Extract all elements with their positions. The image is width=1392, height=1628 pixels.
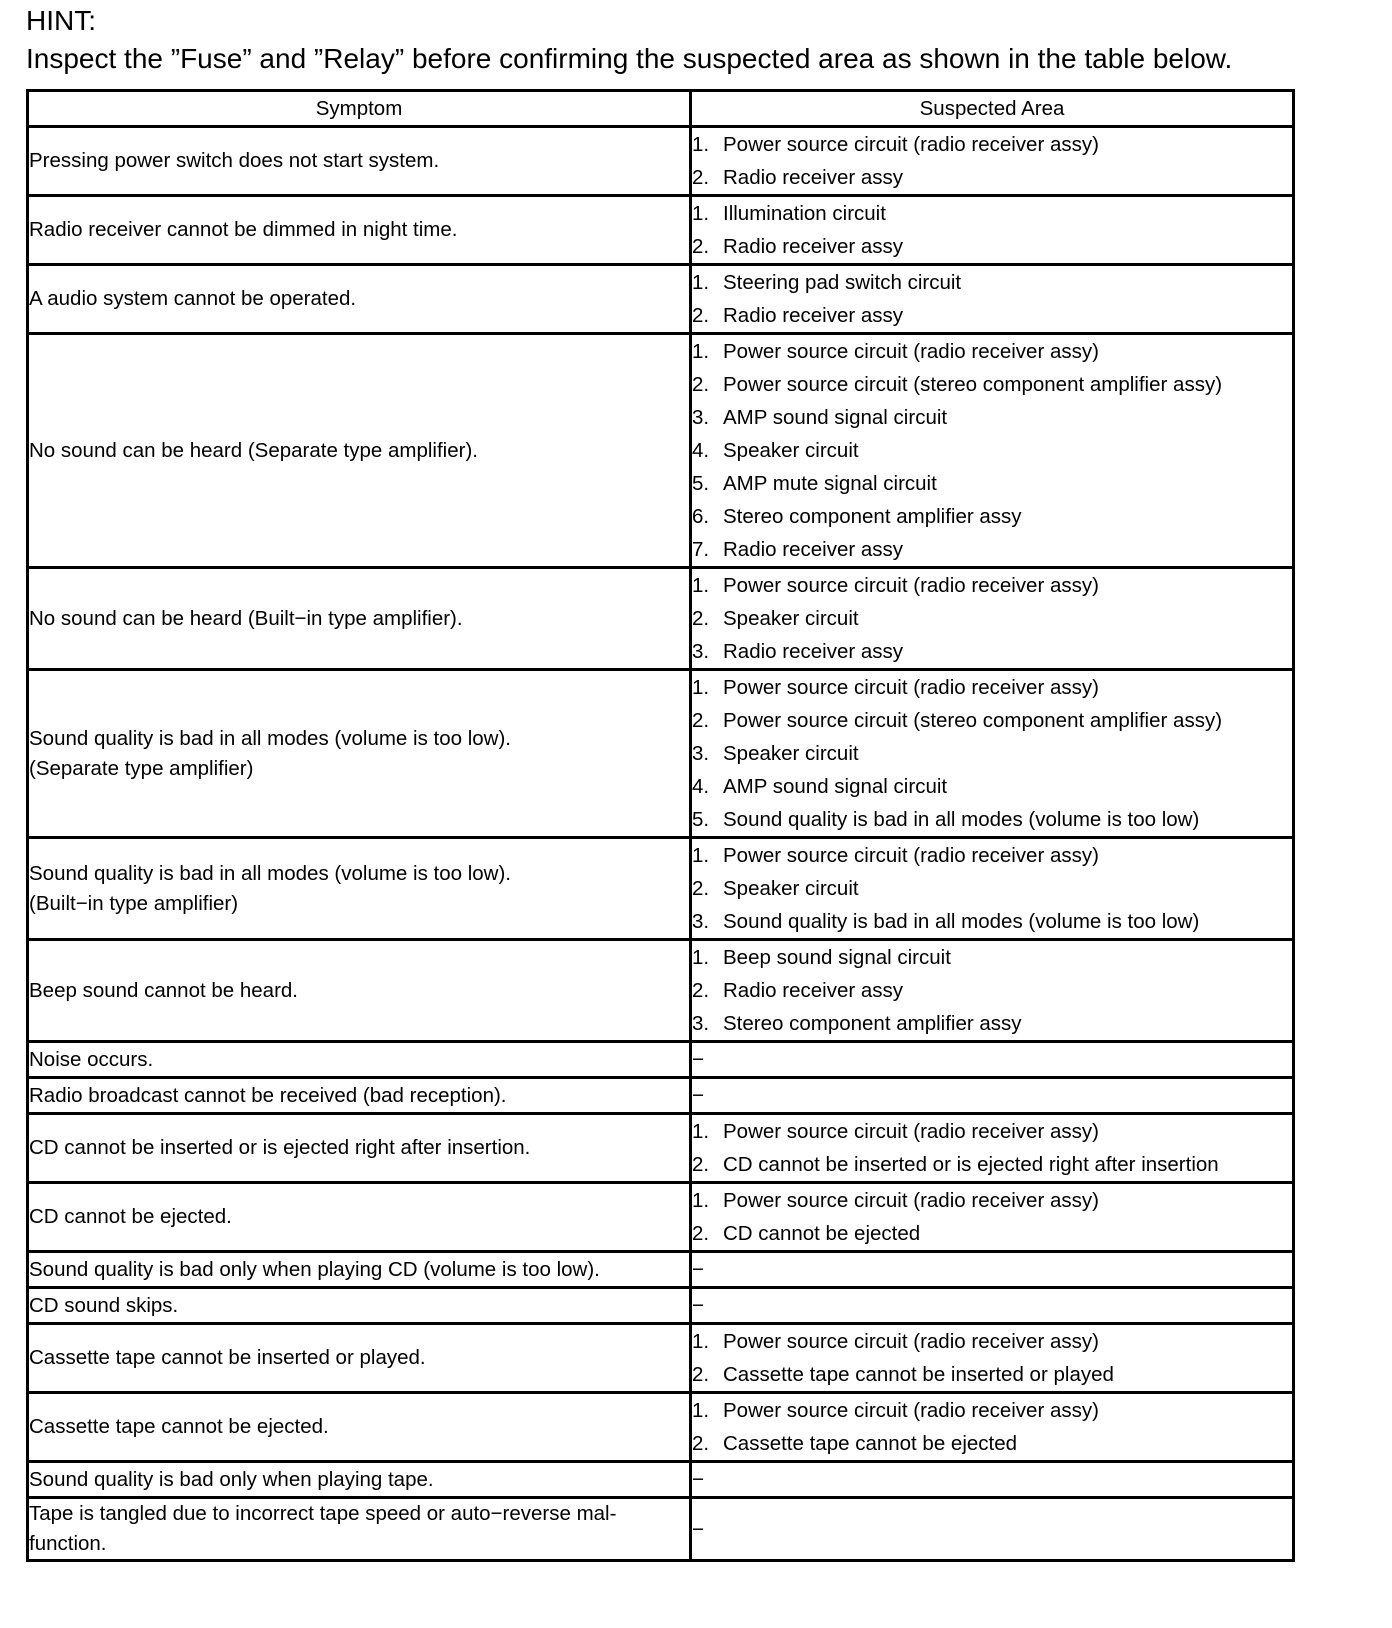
item-number: 4.: [692, 775, 710, 798]
item-number: 2.: [692, 1153, 710, 1176]
suspected-area-cell: [691, 127, 1294, 196]
symptom-cell: [28, 1324, 691, 1393]
item-number: 1.: [692, 946, 710, 969]
symptom-cell: [28, 127, 691, 196]
item-number: 3.: [692, 406, 710, 429]
symptom-cell: [28, 838, 691, 940]
symptom-text: No sound can be heard (Built−in type amplifier).: [29, 606, 463, 630]
table-body: [28, 127, 1294, 1561]
symptom-text: Noise occurs.: [29, 1047, 154, 1071]
table-row: [28, 334, 1294, 568]
symptom-text: (Separate type amplifier): [29, 756, 254, 780]
item-number: 5.: [692, 808, 710, 831]
symptom-cell: [28, 1252, 691, 1288]
suspected-area-item: [692, 434, 1292, 467]
suspected-area-item: [692, 737, 1292, 770]
item-text: Radio receiver assy: [723, 538, 904, 561]
symptom-cell: [28, 568, 691, 670]
item-number: 1.: [692, 133, 710, 156]
item-text: Radio receiver assy: [723, 166, 904, 189]
symptom-text: Sound quality is bad only when playing CD (volume is too low).: [29, 1257, 600, 1281]
item-text: Radio receiver assy: [723, 235, 904, 258]
symptom-text: function.: [29, 1532, 107, 1555]
suspected-area-cell: [691, 1324, 1294, 1393]
item-text: Power source circuit (radio receiver assy): [723, 844, 1099, 867]
item-text: AMP mute signal circuit: [723, 472, 937, 495]
item-number: 2.: [692, 709, 710, 732]
no-area-dash: −: [692, 1258, 704, 1281]
suspected-area-cell: [691, 265, 1294, 334]
item-number: 2.: [692, 304, 710, 327]
symptom-cell: [28, 1078, 691, 1114]
suspected-area-item: [692, 266, 1292, 299]
item-text: AMP sound signal circuit: [723, 775, 948, 798]
symptom-cell: [28, 1393, 691, 1462]
table-row: [28, 1498, 1294, 1561]
item-text: Speaker circuit: [723, 439, 859, 462]
symptom-cell: [28, 940, 691, 1042]
item-number: 3.: [692, 640, 710, 663]
header-symptom: Symptom: [28, 91, 691, 127]
symptom-cell: [28, 1288, 691, 1324]
symptom-text: Radio receiver cannot be dimmed in night time.: [29, 218, 458, 241]
item-number: 2.: [692, 373, 710, 396]
table-row: [28, 940, 1294, 1042]
suspected-area-item: [692, 872, 1292, 905]
item-number: 2.: [692, 1363, 710, 1386]
suspected-area-item: [692, 335, 1292, 368]
item-text: Cassette tape cannot be ejected: [723, 1432, 1018, 1455]
symptom-text: Sound quality is bad in all modes (volume is too low).: [29, 726, 511, 750]
item-text: Cassette tape cannot be inserted or played: [723, 1363, 1114, 1386]
symptom-cell: [28, 670, 691, 838]
item-text: CD cannot be ejected: [723, 1222, 921, 1245]
item-number: 1.: [692, 202, 710, 225]
symptom-text: Radio broadcast cannot be received (bad reception).: [29, 1083, 507, 1107]
suspected-area-item: [692, 941, 1292, 974]
table-row: [28, 127, 1294, 196]
suspected-area-cell: [691, 196, 1294, 265]
no-area-dash: −: [692, 1084, 704, 1107]
item-number: 1.: [692, 271, 710, 294]
item-number: 2.: [692, 979, 710, 1002]
item-text: Sound quality is bad in all modes (volume is too low): [723, 808, 1200, 831]
suspected-area-item: [692, 1358, 1292, 1391]
table-row: [28, 838, 1294, 940]
suspected-area-item: [692, 704, 1292, 737]
symptom-text: Sound quality is bad only when playing tape.: [29, 1467, 434, 1491]
suspected-area-cell: [691, 568, 1294, 670]
symptom-text: Sound quality is bad in all modes (volume is too low).: [29, 861, 511, 885]
item-number: 6.: [692, 505, 710, 528]
item-text: Stereo component amplifier assy: [723, 1012, 1022, 1035]
suspected-area-item: [692, 401, 1292, 434]
item-text: Power source circuit (stereo component amplifier assy): [723, 373, 1223, 396]
symptom-text: CD cannot be ejected.: [29, 1205, 232, 1228]
item-text: AMP sound signal circuit: [723, 406, 948, 429]
suspected-area-item: [692, 839, 1292, 872]
item-number: 3.: [692, 742, 710, 765]
suspected-area-item: [692, 197, 1292, 230]
table-row: [28, 1393, 1294, 1462]
suspected-area-item: [692, 500, 1292, 533]
item-number: 1.: [692, 1399, 710, 1422]
item-text: Power source circuit (radio receiver assy): [723, 1330, 1099, 1353]
item-text: Power source circuit (radio receiver assy): [723, 1120, 1099, 1143]
item-text: Power source circuit (radio receiver assy): [723, 1189, 1099, 1212]
suspected-area-cell: [691, 334, 1294, 568]
table-row: [28, 196, 1294, 265]
symptom-cell: [28, 196, 691, 265]
item-text: Power source circuit (radio receiver assy): [723, 133, 1099, 156]
symptom-text: Pressing power switch does not start system.: [29, 149, 440, 172]
no-area-dash: −: [692, 1294, 704, 1317]
table-row: [28, 1288, 1294, 1324]
symptom-cell: [28, 1498, 691, 1561]
table-row: [28, 1078, 1294, 1114]
item-text: Power source circuit (radio receiver assy): [723, 340, 1099, 363]
symptom-text: CD cannot be inserted or is ejected right after insertion.: [29, 1136, 531, 1159]
symptom-cell: [28, 1114, 691, 1183]
symptom-text: A audio system cannot be operated.: [29, 287, 357, 310]
item-number: 2.: [692, 235, 710, 258]
symptom-cell: [28, 1042, 691, 1078]
suspected-area-cell: [691, 1078, 1294, 1114]
item-number: 1.: [692, 574, 710, 597]
item-text: Illumination circuit: [723, 202, 886, 225]
symptom-text: Beep sound cannot be heard.: [29, 978, 298, 1002]
table-row: [28, 568, 1294, 670]
table-row: [28, 265, 1294, 334]
item-text: Radio receiver assy: [723, 640, 904, 663]
suspected-area-item: [692, 1148, 1292, 1181]
item-number: 1.: [692, 1330, 710, 1353]
table-header-row: [28, 91, 1294, 127]
suspected-area-cell: [691, 670, 1294, 838]
suspected-area-item: [692, 602, 1292, 635]
table-row: [28, 1324, 1294, 1393]
symptom-text: (Built−in type amplifier): [29, 891, 239, 915]
suspected-area-cell: [691, 1114, 1294, 1183]
suspected-area-item: [692, 230, 1292, 263]
suspected-area-cell: [691, 1393, 1294, 1462]
item-text: Power source circuit (radio receiver assy): [723, 1399, 1099, 1422]
suspected-area-item: [692, 1217, 1292, 1250]
suspected-area-item: [692, 1007, 1292, 1040]
suspected-area-item: [692, 299, 1292, 332]
suspected-area-cell: [691, 1183, 1294, 1252]
suspected-area-cell: [691, 838, 1294, 940]
symptom-cell: [28, 1183, 691, 1252]
item-text: Sound quality is bad in all modes (volume is too low): [723, 910, 1200, 933]
item-number: 3.: [692, 1012, 710, 1035]
item-number: 2.: [692, 1432, 710, 1455]
item-number: 4.: [692, 439, 710, 462]
item-text: Speaker circuit: [723, 742, 859, 765]
suspected-area-item: [692, 1184, 1292, 1217]
no-area-dash: −: [692, 1048, 704, 1071]
item-text: Radio receiver assy: [723, 304, 904, 327]
item-number: 2.: [692, 877, 710, 900]
suspected-area-cell: [691, 1042, 1294, 1078]
table-row: [28, 1042, 1294, 1078]
suspected-area-cell: [691, 1462, 1294, 1498]
suspected-area-item: [692, 770, 1292, 803]
intro-text: Inspect the ”Fuse” and ”Relay” before confirming the suspected area as shown in the table below.: [26, 43, 1233, 74]
table-row: [28, 1252, 1294, 1288]
item-number: 1.: [692, 340, 710, 363]
suspected-area-cell: [691, 1288, 1294, 1324]
item-number: 1.: [692, 676, 710, 699]
symptom-cell: [28, 265, 691, 334]
suspected-area-item: [692, 803, 1292, 836]
suspected-area-cell: [691, 940, 1294, 1042]
item-text: Steering pad switch circuit: [723, 271, 962, 294]
suspected-area-item: [692, 905, 1292, 938]
suspected-area-item: [692, 368, 1292, 401]
suspected-area-item: [692, 533, 1292, 566]
suspected-area-item: [692, 467, 1292, 500]
suspected-area-item: [692, 1427, 1292, 1460]
item-number: 5.: [692, 472, 710, 495]
item-number: 1.: [692, 1120, 710, 1143]
item-text: Speaker circuit: [723, 607, 859, 630]
item-text: Power source circuit (radio receiver assy): [723, 574, 1099, 597]
suspected-area-item: [692, 1394, 1292, 1427]
symptom-text: Cassette tape cannot be ejected.: [29, 1415, 329, 1438]
no-area-dash: −: [692, 1468, 704, 1491]
symptom-text: Cassette tape cannot be inserted or played.: [29, 1346, 426, 1369]
symptom-text: CD sound skips.: [29, 1293, 179, 1317]
item-number: 2.: [692, 607, 710, 630]
suspected-area-item: [692, 161, 1292, 194]
suspected-area-item: [692, 1325, 1292, 1358]
header-suspected-area: Suspected Area: [691, 91, 1294, 127]
symptom-cell: [28, 334, 691, 568]
symptom-cell: [28, 1462, 691, 1498]
suspected-area-cell: [691, 1498, 1294, 1561]
item-number: 2.: [692, 166, 710, 189]
table-row: [28, 670, 1294, 838]
suspected-area-item: [692, 635, 1292, 668]
item-text: Power source circuit (stereo component amplifier assy): [723, 709, 1223, 732]
item-text: Speaker circuit: [723, 877, 859, 900]
item-text: Stereo component amplifier assy: [723, 505, 1022, 528]
table-row: [28, 1183, 1294, 1252]
hint-label: HINT:: [26, 5, 96, 36]
table-row: [28, 1462, 1294, 1498]
suspected-area-cell: [691, 1252, 1294, 1288]
symptom-text: Tape is tangled due to incorrect tape speed or auto−reverse mal-: [29, 1502, 617, 1525]
suspected-area-item: [692, 974, 1292, 1007]
item-text: Power source circuit (radio receiver assy): [723, 676, 1099, 699]
suspected-area-item: [692, 671, 1292, 704]
symptom-text: No sound can be heard (Separate type amplifier).: [29, 438, 478, 462]
item-number: 3.: [692, 910, 710, 933]
item-text: Radio receiver assy: [723, 979, 904, 1002]
item-text: Beep sound signal circuit: [723, 946, 951, 969]
suspected-area-item: [692, 1115, 1292, 1148]
suspected-area-item: [692, 569, 1292, 602]
item-number: 1.: [692, 1189, 710, 1212]
symptom-table: [26, 89, 1295, 1562]
item-number: 2.: [692, 1222, 710, 1245]
suspected-area-item: [692, 128, 1292, 161]
no-area-dash: −: [692, 1517, 704, 1541]
item-text: CD cannot be inserted or is ejected right after insertion: [723, 1153, 1219, 1176]
item-number: 7.: [692, 538, 710, 561]
table-row: [28, 1114, 1294, 1183]
item-number: 1.: [692, 844, 710, 867]
